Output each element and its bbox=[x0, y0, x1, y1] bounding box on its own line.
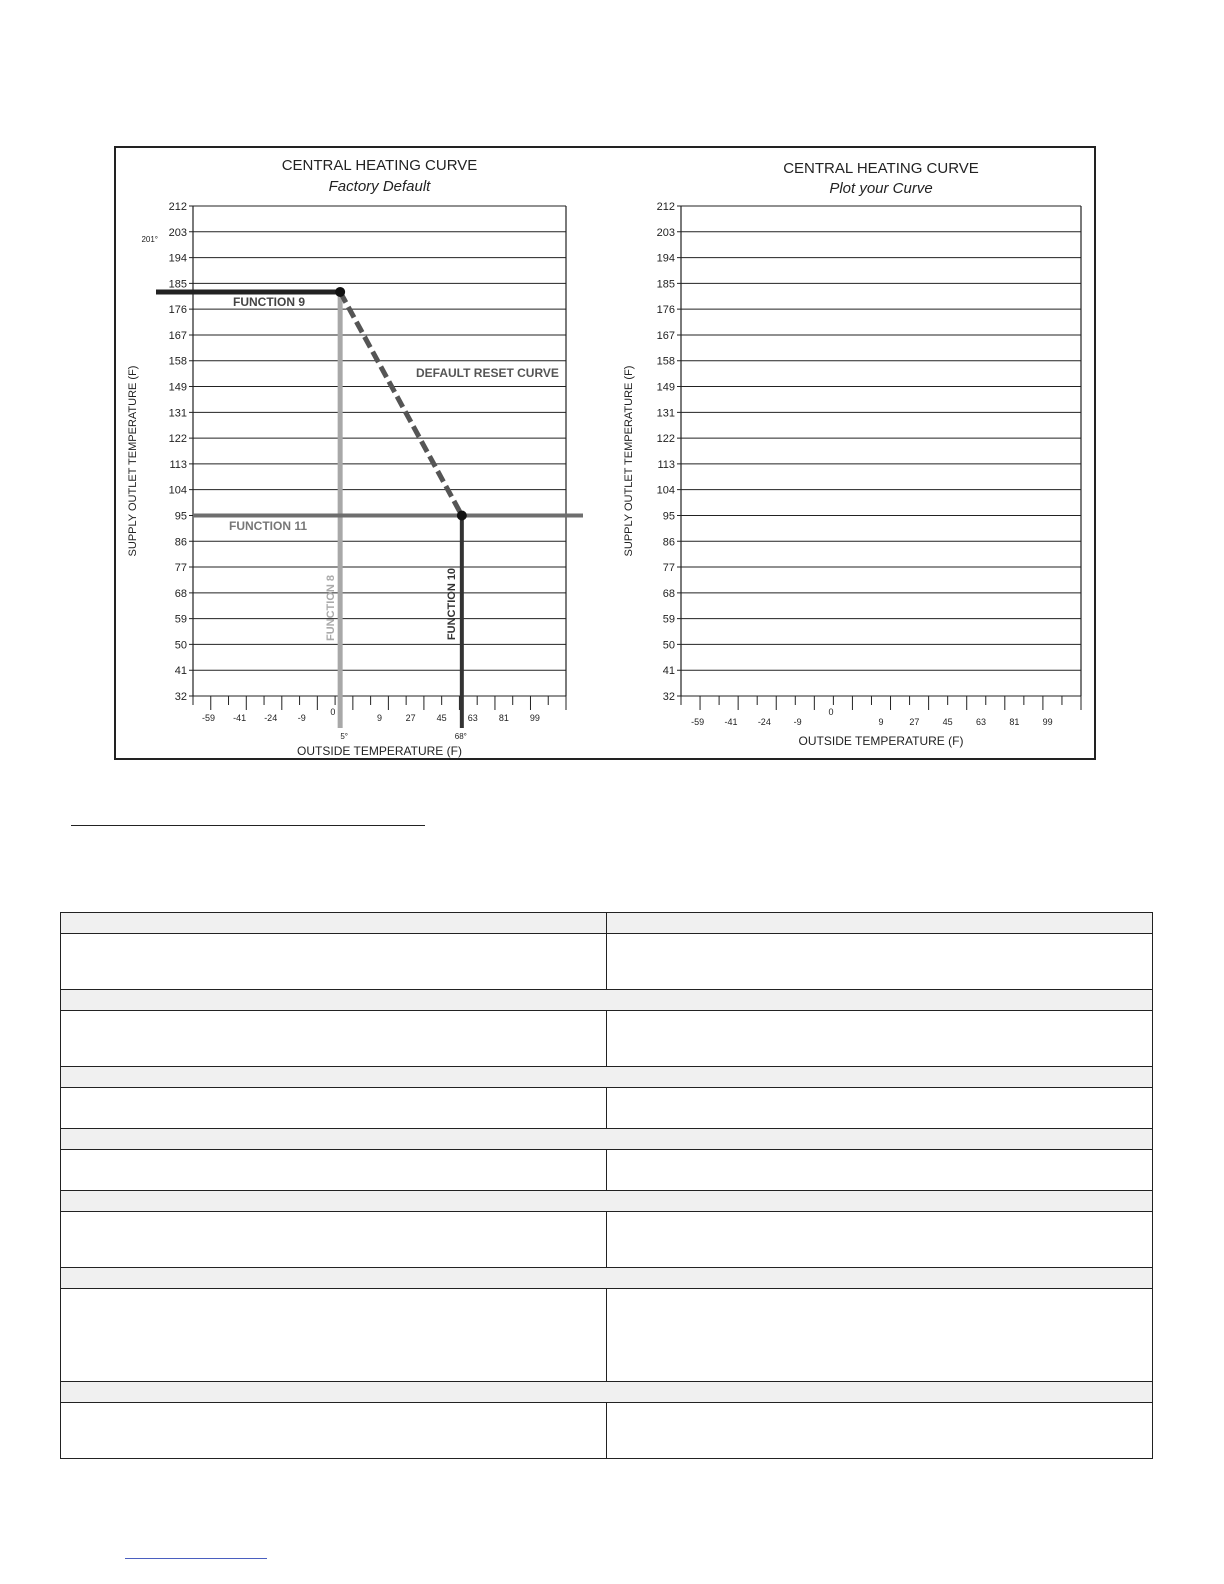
x-tick-label: 99 bbox=[529, 713, 540, 723]
section-cell bbox=[61, 1129, 1153, 1150]
y-tick-label: 131 bbox=[656, 407, 675, 420]
x-tick-label: 0 bbox=[828, 707, 834, 717]
y-tick-label: 104 bbox=[656, 484, 675, 497]
y-tick-label: 158 bbox=[656, 355, 675, 368]
x-tick-label: -9 bbox=[297, 713, 306, 723]
parameter-cell bbox=[61, 1212, 607, 1268]
x-tick-label: 45 bbox=[436, 713, 447, 723]
function11-label: FUNCTION 11 bbox=[229, 519, 308, 533]
table-section-row bbox=[61, 1067, 1153, 1088]
description-cell bbox=[607, 934, 1153, 990]
table-row bbox=[61, 1289, 1153, 1382]
y-tick-label: 131 bbox=[168, 407, 187, 420]
y-tick-label: 167 bbox=[656, 329, 675, 342]
x-tick-label: 81 bbox=[1009, 717, 1020, 727]
chart-svg bbox=[116, 148, 1094, 758]
x-tick-label: 9 bbox=[878, 717, 884, 727]
y-marker-label: 201° bbox=[141, 235, 158, 244]
y-tick-label: 176 bbox=[656, 304, 675, 317]
parameter-cell bbox=[61, 1011, 607, 1067]
y-tick-label: 104 bbox=[168, 484, 187, 497]
table-header-cell bbox=[607, 913, 1153, 934]
y-tick-label: 32 bbox=[662, 691, 675, 703]
x-tick-label: -59 bbox=[691, 717, 705, 727]
function9-label: FUNCTION 9 bbox=[233, 295, 305, 309]
parameter-cell bbox=[61, 934, 607, 990]
chart-figure bbox=[114, 146, 1096, 760]
y-tick-label: 95 bbox=[662, 510, 675, 523]
reset-curve-label: DEFAULT RESET CURVE bbox=[416, 366, 559, 380]
x-tick-label: -24 bbox=[757, 717, 771, 727]
table-row bbox=[61, 1088, 1153, 1129]
y-tick-label: 86 bbox=[174, 536, 187, 549]
table-header-cell bbox=[61, 913, 607, 934]
y-tick-label: 194 bbox=[656, 252, 675, 265]
table-section-row bbox=[61, 990, 1153, 1011]
parameter-cell bbox=[61, 1150, 607, 1191]
x-axis-title: OUTSIDE TEMPERATURE (F) bbox=[297, 744, 462, 758]
description-cell bbox=[607, 1403, 1153, 1459]
table-row bbox=[61, 1011, 1153, 1067]
section-cell bbox=[61, 1268, 1153, 1289]
chart-subtitle: Plot your Curve bbox=[829, 180, 933, 197]
chart-title: CENTRAL HEATING CURVE bbox=[281, 157, 478, 174]
x-tick-label: -59 bbox=[202, 713, 216, 723]
y-tick-label: 95 bbox=[174, 510, 187, 523]
table-section-row bbox=[61, 1268, 1153, 1289]
y-tick-label: 212 bbox=[656, 201, 675, 213]
x-tick-label: 45 bbox=[942, 717, 953, 727]
x-tick-label: -41 bbox=[233, 713, 247, 723]
y-tick-label: 68 bbox=[174, 587, 187, 600]
table-section-row bbox=[61, 1129, 1153, 1150]
description-cell bbox=[607, 1088, 1153, 1129]
y-tick-label: 203 bbox=[656, 226, 675, 239]
y-tick-label: 158 bbox=[168, 355, 187, 368]
x-marker-high-label: 68° bbox=[454, 732, 467, 741]
function10-label: FUNCTION 10 bbox=[445, 567, 458, 641]
description-cell bbox=[607, 1212, 1153, 1268]
y-tick-label: 86 bbox=[662, 536, 675, 549]
section-cell bbox=[61, 1067, 1153, 1088]
parameter-table bbox=[60, 912, 1153, 1459]
chart-title: CENTRAL HEATING CURVE bbox=[783, 160, 979, 177]
footer-link-underline bbox=[125, 1558, 267, 1559]
y-axis-title: SUPPLY OUTLET TEMPERATURE (F) bbox=[623, 365, 635, 557]
x-tick-label: 27 bbox=[909, 717, 920, 727]
x-tick-label: 9 bbox=[376, 713, 383, 723]
table-header-row bbox=[61, 913, 1153, 934]
y-tick-label: 59 bbox=[662, 613, 675, 626]
y-tick-label: 203 bbox=[168, 226, 187, 239]
y-tick-label: 59 bbox=[174, 613, 187, 626]
x-tick-label: 99 bbox=[1042, 717, 1053, 727]
chart-subtitle: Factory Default bbox=[328, 178, 431, 195]
table-row bbox=[61, 1150, 1153, 1191]
reset-curve-line bbox=[340, 292, 462, 516]
table-row bbox=[61, 1212, 1153, 1268]
parameter-cell bbox=[61, 1289, 607, 1382]
x-tick-label: 27 bbox=[405, 713, 416, 723]
table-row bbox=[61, 1403, 1153, 1459]
y-tick-label: 41 bbox=[662, 665, 675, 678]
x-tick-label: 63 bbox=[467, 713, 478, 723]
x-tick-label: -41 bbox=[724, 717, 738, 727]
parameter-cell bbox=[61, 1088, 607, 1129]
section-heading-underline bbox=[71, 825, 425, 826]
y-tick-label: 176 bbox=[168, 304, 187, 317]
x-tick-label: -24 bbox=[264, 713, 278, 723]
x-marker-low-label: 5° bbox=[340, 732, 348, 741]
y-tick-label: 167 bbox=[168, 329, 187, 342]
x-tick-label: 63 bbox=[975, 717, 987, 727]
y-tick-label: 41 bbox=[174, 665, 187, 678]
table-section-row bbox=[61, 1191, 1153, 1212]
function8-label: FUNCTION 8 bbox=[325, 575, 338, 641]
description-cell bbox=[607, 1150, 1153, 1191]
x-tick-label: -9 bbox=[793, 717, 802, 727]
section-cell bbox=[61, 1382, 1153, 1403]
x-axis-title: OUTSIDE TEMPERATURE (F) bbox=[798, 734, 964, 748]
y-tick-label: 68 bbox=[662, 587, 675, 600]
curve-point bbox=[335, 287, 345, 297]
y-tick-label: 113 bbox=[169, 458, 187, 471]
table-body bbox=[61, 934, 1153, 1459]
y-tick-label: 194 bbox=[168, 252, 187, 265]
y-tick-label: 149 bbox=[656, 381, 675, 394]
y-tick-label: 185 bbox=[168, 278, 187, 291]
table-section-row bbox=[61, 1382, 1153, 1403]
y-tick-label: 212 bbox=[168, 201, 187, 213]
y-tick-label: 122 bbox=[168, 433, 187, 446]
description-cell bbox=[607, 1289, 1153, 1382]
y-tick-label: 77 bbox=[174, 562, 187, 575]
parameter-cell bbox=[61, 1403, 607, 1459]
y-tick-label: 113 bbox=[657, 458, 675, 471]
section-cell bbox=[61, 990, 1153, 1011]
y-tick-label: 32 bbox=[174, 691, 187, 703]
y-tick-label: 149 bbox=[168, 381, 187, 394]
y-tick-label: 77 bbox=[662, 562, 675, 575]
section-cell bbox=[61, 1191, 1153, 1212]
x-tick-label: 81 bbox=[498, 713, 509, 723]
description-cell bbox=[607, 1011, 1153, 1067]
x-tick-label: 0 bbox=[330, 707, 336, 717]
y-tick-label: 122 bbox=[656, 433, 675, 446]
table-row bbox=[61, 934, 1153, 990]
curve-point bbox=[457, 510, 467, 520]
y-tick-label: 185 bbox=[656, 278, 675, 291]
y-axis-title: SUPPLY OUTLET TEMPERATURE (F) bbox=[127, 365, 139, 557]
y-tick-label: 50 bbox=[174, 639, 187, 652]
y-tick-label: 50 bbox=[662, 639, 675, 652]
